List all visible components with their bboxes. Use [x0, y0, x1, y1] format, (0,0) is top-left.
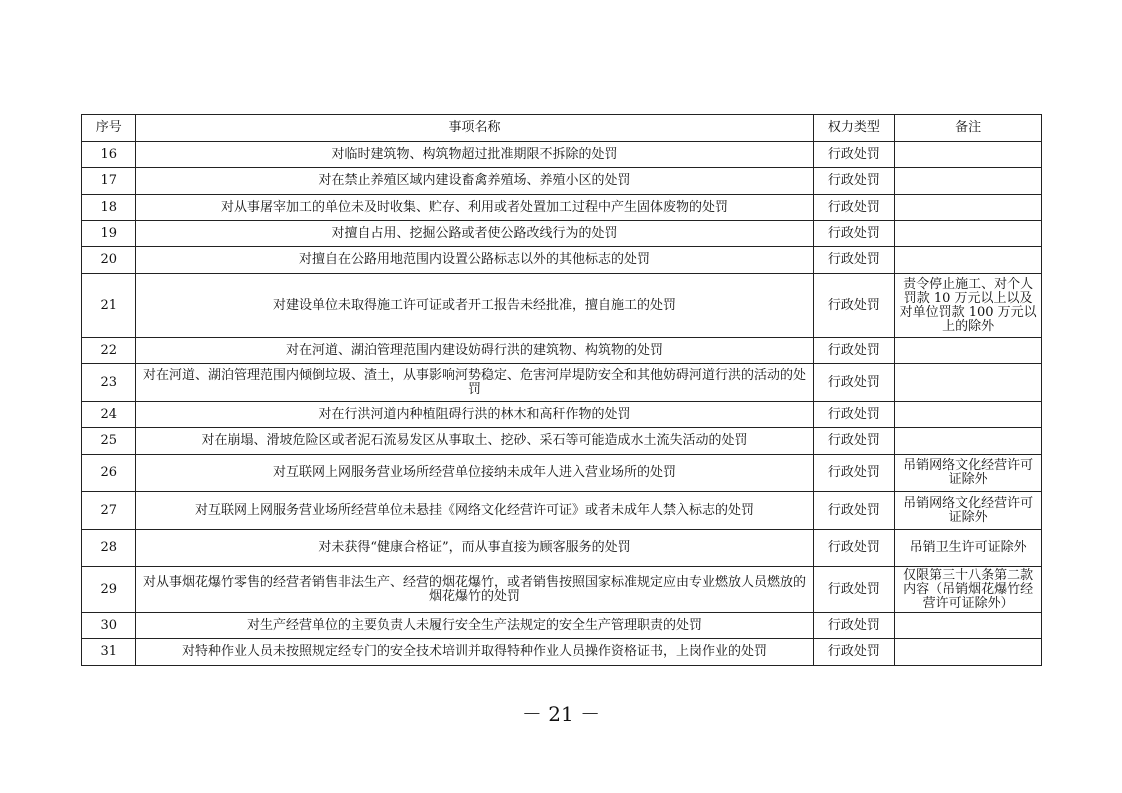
- cell-no: 25: [82, 428, 136, 455]
- cell-name: 对临时建筑物、构筑物超过批准期限不拆除的处罚: [136, 142, 813, 168]
- table-row: [82, 402, 1042, 428]
- cell-no: 22: [82, 338, 136, 364]
- cell-note: [895, 221, 1042, 247]
- cell-name: 对在崩塌、滑坡危险区或者泥石流易发区从事取土、挖砂、采石等可能造成水土流失活动的处罚: [136, 428, 813, 455]
- cell-name: 对生产经营单位的主要负责人未履行安全生产法规定的安全生产管理职责的处罚: [136, 613, 813, 639]
- cell-no: 20: [82, 247, 136, 274]
- cell-note: 吊销卫生许可证除外: [895, 530, 1042, 567]
- table-row: [82, 247, 1042, 274]
- cell-type: 行政处罚: [813, 274, 895, 338]
- cell-name: 对擅自占用、挖掘公路或者使公路改线行为的处罚: [136, 221, 813, 247]
- cell-no: 21: [82, 274, 136, 338]
- cell-type: 行政处罚: [813, 530, 895, 567]
- table-row: [82, 492, 1042, 530]
- cell-type: 行政处罚: [813, 168, 895, 195]
- cell-note: [895, 195, 1042, 221]
- table-row: [82, 168, 1042, 195]
- cell-no: 18: [82, 195, 136, 221]
- penalty-table: [81, 114, 1042, 666]
- table-row: [82, 338, 1042, 364]
- cell-name: 对从事屠宰加工的单位未及时收集、贮存、利用或者处置加工过程中产生固体废物的处罚: [136, 195, 813, 221]
- table-row: [82, 274, 1042, 338]
- table-row: [82, 142, 1042, 168]
- cell-no: 31: [82, 639, 136, 666]
- cell-name: 对未获得“健康合格证”，而从事直接为顾客服务的处罚: [136, 530, 813, 567]
- cell-no: 24: [82, 402, 136, 428]
- table-row: [82, 428, 1042, 455]
- header-type: 权力类型: [813, 115, 895, 142]
- cell-note: 仅限第三十八条第二款内容（吊销烟花爆竹经营许可证除外）: [895, 567, 1042, 613]
- cell-name: 对从事烟花爆竹零售的经营者销售非法生产、经营的烟花爆竹，或者销售按照国家标准规定应由专业燃放人员燃放的烟花爆竹的处罚: [136, 567, 813, 613]
- cell-name: 对互联网上网服务营业场所经营单位接纳未成年人进入营业场所的处罚: [136, 455, 813, 492]
- header-note: 备注: [895, 115, 1042, 142]
- header-name: 事项名称: [136, 115, 813, 142]
- cell-name: 对建设单位未取得施工许可证或者开工报告未经批准，擅自施工的处罚: [136, 274, 813, 338]
- cell-note: [895, 247, 1042, 274]
- cell-type: 行政处罚: [813, 402, 895, 428]
- cell-no: 16: [82, 142, 136, 168]
- cell-note: [895, 402, 1042, 428]
- cell-no: 29: [82, 567, 136, 613]
- table-header-row: [82, 115, 1042, 142]
- cell-type: 行政处罚: [813, 492, 895, 530]
- cell-note: 责令停止施工、对个人罚款 10 万元以上以及对单位罚款 100 万元以上的除外: [895, 274, 1042, 338]
- cell-name: 对在河道、湖泊管理范围内建设妨碍行洪的建筑物、构筑物的处罚: [136, 338, 813, 364]
- cell-type: 行政处罚: [813, 639, 895, 666]
- table-row: [82, 567, 1042, 613]
- cell-type: 行政处罚: [813, 455, 895, 492]
- cell-no: 23: [82, 364, 136, 402]
- cell-name: 对在河道、湖泊管理范围内倾倒垃圾、渣土，从事影响河势稳定、危害河岸堤防安全和其他妨碍河道行洪的活动的处罚: [136, 364, 813, 402]
- cell-type: 行政处罚: [813, 221, 895, 247]
- table-row: [82, 195, 1042, 221]
- cell-type: 行政处罚: [813, 567, 895, 613]
- cell-note: [895, 639, 1042, 666]
- cell-note: [895, 613, 1042, 639]
- cell-type: 行政处罚: [813, 613, 895, 639]
- table-row: [82, 221, 1042, 247]
- table-row: [82, 455, 1042, 492]
- cell-note: [895, 338, 1042, 364]
- cell-note: [895, 168, 1042, 195]
- cell-type: 行政处罚: [813, 195, 895, 221]
- header-no: 序号: [82, 115, 136, 142]
- cell-note: [895, 364, 1042, 402]
- table-body: [82, 142, 1042, 666]
- page-number: － 21 －: [521, 702, 601, 726]
- table-row: [82, 639, 1042, 666]
- cell-note: 吊销网络文化经营许可证除外: [895, 455, 1042, 492]
- cell-no: 27: [82, 492, 136, 530]
- cell-type: 行政处罚: [813, 428, 895, 455]
- table-row: [82, 613, 1042, 639]
- cell-note: [895, 428, 1042, 455]
- cell-no: 17: [82, 168, 136, 195]
- cell-no: 26: [82, 455, 136, 492]
- cell-type: 行政处罚: [813, 338, 895, 364]
- cell-name: 对擅自在公路用地范围内设置公路标志以外的其他标志的处罚: [136, 247, 813, 274]
- cell-type: 行政处罚: [813, 247, 895, 274]
- cell-type: 行政处罚: [813, 142, 895, 168]
- table-row: [82, 364, 1042, 402]
- cell-name: 对在行洪河道内种植阻碍行洪的林木和高秆作物的处罚: [136, 402, 813, 428]
- cell-name: 对在禁止养殖区域内建设畜禽养殖场、养殖小区的处罚: [136, 168, 813, 195]
- cell-note: 吊销网络文化经营许可证除外: [895, 492, 1042, 530]
- cell-name: 对互联网上网服务营业场所经营单位未悬挂《网络文化经营许可证》或者未成年人禁入标志的处罚: [136, 492, 813, 530]
- cell-no: 30: [82, 613, 136, 639]
- cell-no: 28: [82, 530, 136, 567]
- cell-type: 行政处罚: [813, 364, 895, 402]
- cell-no: 19: [82, 221, 136, 247]
- cell-name: 对特种作业人员未按照规定经专门的安全技术培训并取得特种作业人员操作资格证书，上岗作业的处罚: [136, 639, 813, 666]
- table-row: [82, 530, 1042, 567]
- cell-note: [895, 142, 1042, 168]
